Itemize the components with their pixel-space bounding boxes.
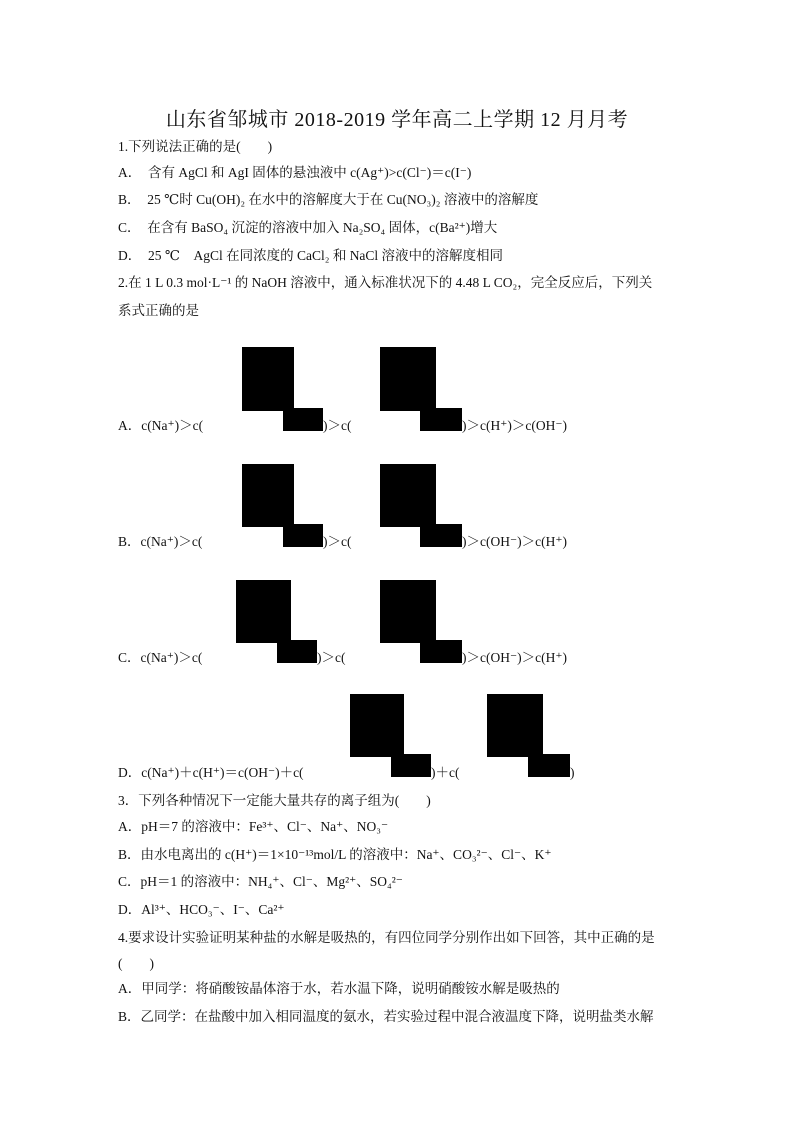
formula-image-block [380, 464, 436, 527]
q3-option-d: D．Al³⁺、HCO₃⁻、I⁻、Ca²⁺ [118, 902, 285, 917]
formula-image-block [528, 754, 570, 777]
page-title: 山东省邹城市 2018-2019 学年高二上学期 12 月月考 [165, 109, 629, 131]
q4-stem-line2: ( ) [118, 956, 154, 971]
q4-option-b: B．乙同学：在盐酸中加入相同温度的氨水，若实验过程中混合液温度下降，说明盐类水解 [118, 1009, 654, 1024]
q3-option-a: A．pH＝7 的溶液中：Fe³⁺、Cl⁻、Na⁺、NO₃⁻ [118, 819, 389, 834]
q3-option-b: B．由水电离出的 c(H⁺)＝1×10⁻¹³mol/L 的溶液中：Na⁺、CO₃²⁻、Cl⁻、K⁺ [118, 847, 552, 862]
q1-option-d: D． 25 ℃ AgCl 在同浓度的 CaCl₂ 和 NaCl 溶液中的溶解度相同 [118, 248, 504, 263]
q2-option-c-part1: C．c(Na⁺)＞c( [118, 650, 203, 665]
q2-option-d-part3: ) [570, 765, 575, 780]
q2-stem-line2: 系式正确的是 [118, 303, 199, 318]
q2-option-b-part2: )＞c( [323, 534, 352, 549]
formula-image-block [487, 694, 543, 757]
q1-stem: 1.下列说法正确的是( ) [118, 139, 273, 154]
q1-option-c: C． 在含有 BaSO₄ 沉淀的溶液中加入 Na₂SO₄ 固体，c(Ba²⁺)增大 [118, 220, 498, 235]
formula-image-block [380, 347, 436, 411]
q1-option-a: A． 含有 AgCl 和 AgI 固体的悬浊液中 c(Ag⁺)>c(Cl⁻)＝c(I⁻) [118, 165, 472, 180]
q2-stem-line1: 2.在 1 L 0.3 mol·L⁻¹ 的 NaOH 溶液中，通入标准状况下的 4.48 L CO₂，完全反应后，下列关 [118, 275, 653, 290]
formula-image-block [420, 408, 462, 431]
formula-image-block [242, 464, 294, 527]
q1-option-b: B． 25 ℃时 Cu(OH)₂ 在水中的溶解度大于在 Cu(NO₃)₂ 溶液中的溶解度 [118, 192, 539, 207]
formula-image-block [242, 347, 294, 411]
q2-option-d-part1: D．c(Na⁺)＋c(H⁺)＝c(OH⁻)＋c( [118, 765, 304, 780]
formula-image-block [236, 580, 291, 643]
formula-image-block [283, 408, 323, 431]
formula-image-block [283, 524, 323, 547]
q2-option-b-part3: )＞c(OH⁻)＞c(H⁺) [462, 534, 567, 549]
q2-option-c-part2: )＞c( [317, 650, 346, 665]
q4-option-a: A．甲同学：将硝酸铵晶体溶于水，若水温下降，说明硝酸铵水解是吸热的 [118, 981, 560, 996]
q2-option-a-part2: )＞c( [323, 418, 352, 433]
q2-option-b-part1: B．c(Na⁺)＞c( [118, 534, 203, 549]
q2-option-d-part2: )＋c( [431, 765, 460, 780]
q2-option-a-part3: )＞c(H⁺)＞c(OH⁻) [462, 418, 567, 433]
formula-image-block [391, 754, 431, 777]
q4-stem-line1: 4.要求设计实验证明某种盐的水解是吸热的，有四位同学分别作出如下回答，其中正确的是 [118, 930, 655, 945]
q2-option-a-part1: A．c(Na⁺)＞c( [118, 418, 204, 433]
formula-image-block [277, 640, 317, 663]
formula-image-block [420, 640, 462, 663]
q2-option-c-part3: )＞c(OH⁻)＞c(H⁺) [462, 650, 567, 665]
formula-image-block [380, 580, 436, 643]
q3-option-c: C．pH＝1 的溶液中：NH₄⁺、Cl⁻、Mg²⁺、SO₄²⁻ [118, 874, 403, 889]
formula-image-block [420, 524, 462, 547]
q3-stem: 3．下列各种情况下一定能大量共存的离子组为( ) [118, 793, 431, 808]
formula-image-block [350, 694, 404, 757]
